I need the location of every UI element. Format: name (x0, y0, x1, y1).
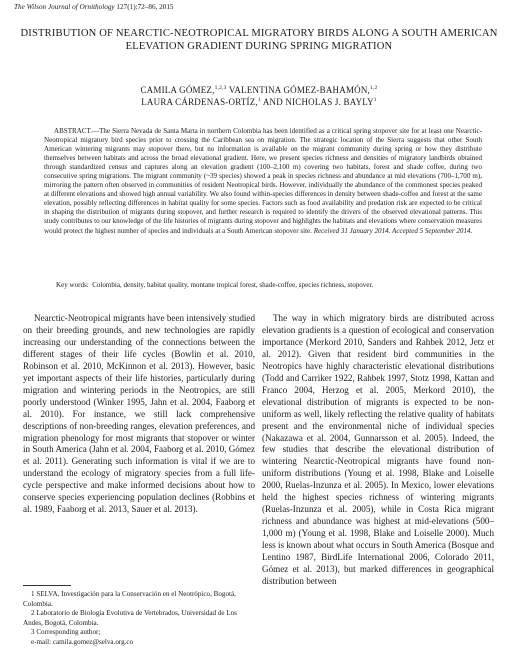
author-affiliation-marker: 1 (373, 97, 377, 104)
author-name: AND NICHOLAS J. BAYLY (260, 97, 374, 108)
author-list (20, 84, 498, 109)
journal-citation: 127(1):72–86, 2015 (116, 3, 174, 11)
paper-title: DISTRIBUTION OF NEARCTIC-NEOTROPICAL MIGRATORY BIRDS ALONG A SOUTH AMERICAN ELEVATION GRADIENT DURING SPRING MIGRATION (20, 28, 498, 52)
footnote-affiliation-2: 2 Laboratorio de Biología Evolutiva de Vertebrados, Universidad de Los Andes, Bogotá, Colombia. (23, 609, 237, 627)
author-name: LAURA CÁRDENAS-ORTÍZ, (141, 97, 258, 108)
author-affiliation-marker: 1,2,3 (214, 85, 227, 91)
abstract-dates: Received 31 January 2014. Accepted 5 September 2014. (313, 226, 473, 235)
author-affiliation-marker: 1,2 (370, 85, 378, 91)
keywords-text: Colombia, density, habitat quality, montane tropical forest, shade-coffee, species richness, stopover. (92, 281, 374, 289)
abstract (44, 127, 482, 236)
footnote-rule (23, 585, 71, 586)
footnote-corresponding: 3 Corresponding author; (31, 628, 101, 637)
author-name: CAMILA GÓMEZ, (140, 85, 215, 95)
running-header (14, 3, 174, 11)
footnote-affiliation-1: 1 SELVA, Investigación para la Conservación en el Neotrópico, Bogotá, Colombia. (23, 590, 236, 608)
left-column (23, 313, 255, 516)
intro-paragraph-2: The way in which migratory birds are distributed across elevation gradients is a question of ecological and conservation importance (Merkord 2010, Sanders and Rahbek 2012, Jetz et al. 2012). Given that resident bird communities in the Neotropics have highly characteristic elevational distributions (Todd and Carriker 1922, Rahbek 1997, Stotz 1998, Kattan and Franco 2004, Herzog et al. 2005, Merkord 2010), the elevational distribution of migrants is expected to be non-uniform as well, likely reflecting the relative quality of habitats present and the environmental niche of individual species (Nakazawa et al. 2004, Gunnarsson et al. 2005). Indeed, the few studies that describe the elevational distribution of wintering Nearctic-Neotropical migrants have found non-uniform distributions (Young et al. 1998, Blake and Loiselle 2000, Ruelas-Inzunza et al. 2005). In Mexico, lower elevations held the highest species richness of wintering migrants (Ruelas-Inzunza et al. 2005), while in Costa Rica migrant richness and abundance was highest at mid-elevations (500–1,000 m) (Young et al. 1998, Blake and Loiselle 2000). Much less is known about what occurs in South America (Bosque and Lentino 1987, BirdLife International 2006, Colorado 2011, Gómez et al. 2013), but marked differences in geographical distribution between (262, 313, 494, 586)
journal-name: The Wilson Journal of Ornithology (14, 3, 115, 11)
keywords-label: Key words: (56, 281, 89, 289)
keywords-line (56, 281, 482, 289)
right-column (262, 313, 494, 588)
footnote-email: e-mail: camila.gomez@selva.org.co (31, 637, 134, 646)
author-name: VALENTINA GÓMEZ-BAHAMÓN, (226, 85, 371, 95)
intro-paragraph-1: Nearctic-Neotropical migrants have been intensively studied on their breeding grounds, and new technologies are rapidly increasing our understanding of the connections between the different stages of their life cycles (Bowlin et al. 2010, Robinson et al. 2010, McKinnon et al. 2013). However, basic yet important aspects of their life histories, particularly during migration and wintering periods in the Neotropics, are still poorly understood (Winker 1995, Jahn et al. 2004, Faaborg et al. 2010). For instance, we still lack comprehensive descriptions of non-breeding ranges, elevation preferences, and migration phenology for most migrants that stopover or winter in South America (Jahn et al. 2004, Faaborg et al. 2010, Gómez et al. 2011). Generating such information is vital if we are to understand the ecology of migratory species from a full life-cycle perspective and make informed decisions about how to conserve species experiencing population declines (Robbins et al. 1989, Faaborg et al. 2013, Sauer et al. 2013). (23, 313, 255, 515)
author-affiliation-marker: 1 (257, 97, 261, 104)
footnotes (23, 590, 255, 648)
abstract-text: ABSTRACT.—The Sierra Nevada de Santa Marta in northern Colombia has been identified as a critical spring stopover site for at least one Nearctic-Neotropical migratory bird species prior to crossing the Caribbean sea on migration. The strategic location of the Sierra suggests that other South American wintering migrants may stopover there, but no information is available on the migrant community during spring or how they distribute themselves between habitats and across the broad elevational gradient. Here, we present species richness and densities of migratory landbirds obtained through standardized census and captures along an elevation gradient (100–2,100 m) covering two habitats, forest and shade coffee, during two consecutive spring migrations. The migrant community (~39 species) showed a peak in species richness and abundance at mid elevations (700–1,700 m), mirroring the pattern often observed in communities of resident Neotropical birds. However, individually the abundance of the commonest species peaked at different elevations and showed high annual variability. We also found within-species differences in density between shade-coffee and forest at the same elevation, possibly reflecting differences in habitat quality for some species. Factors such as food availability and predation risk are expected to be critical in shaping the distribution of migrants during stopover, and further research is required to identify the drivers of the observed elevational patterns. This study contributes to our knowledge of the life histories of migrants during stopover and highlights the habitats and elevations where conservation measures would protect the highest number of species and individuals at a South American stopover site. (44, 127, 482, 235)
